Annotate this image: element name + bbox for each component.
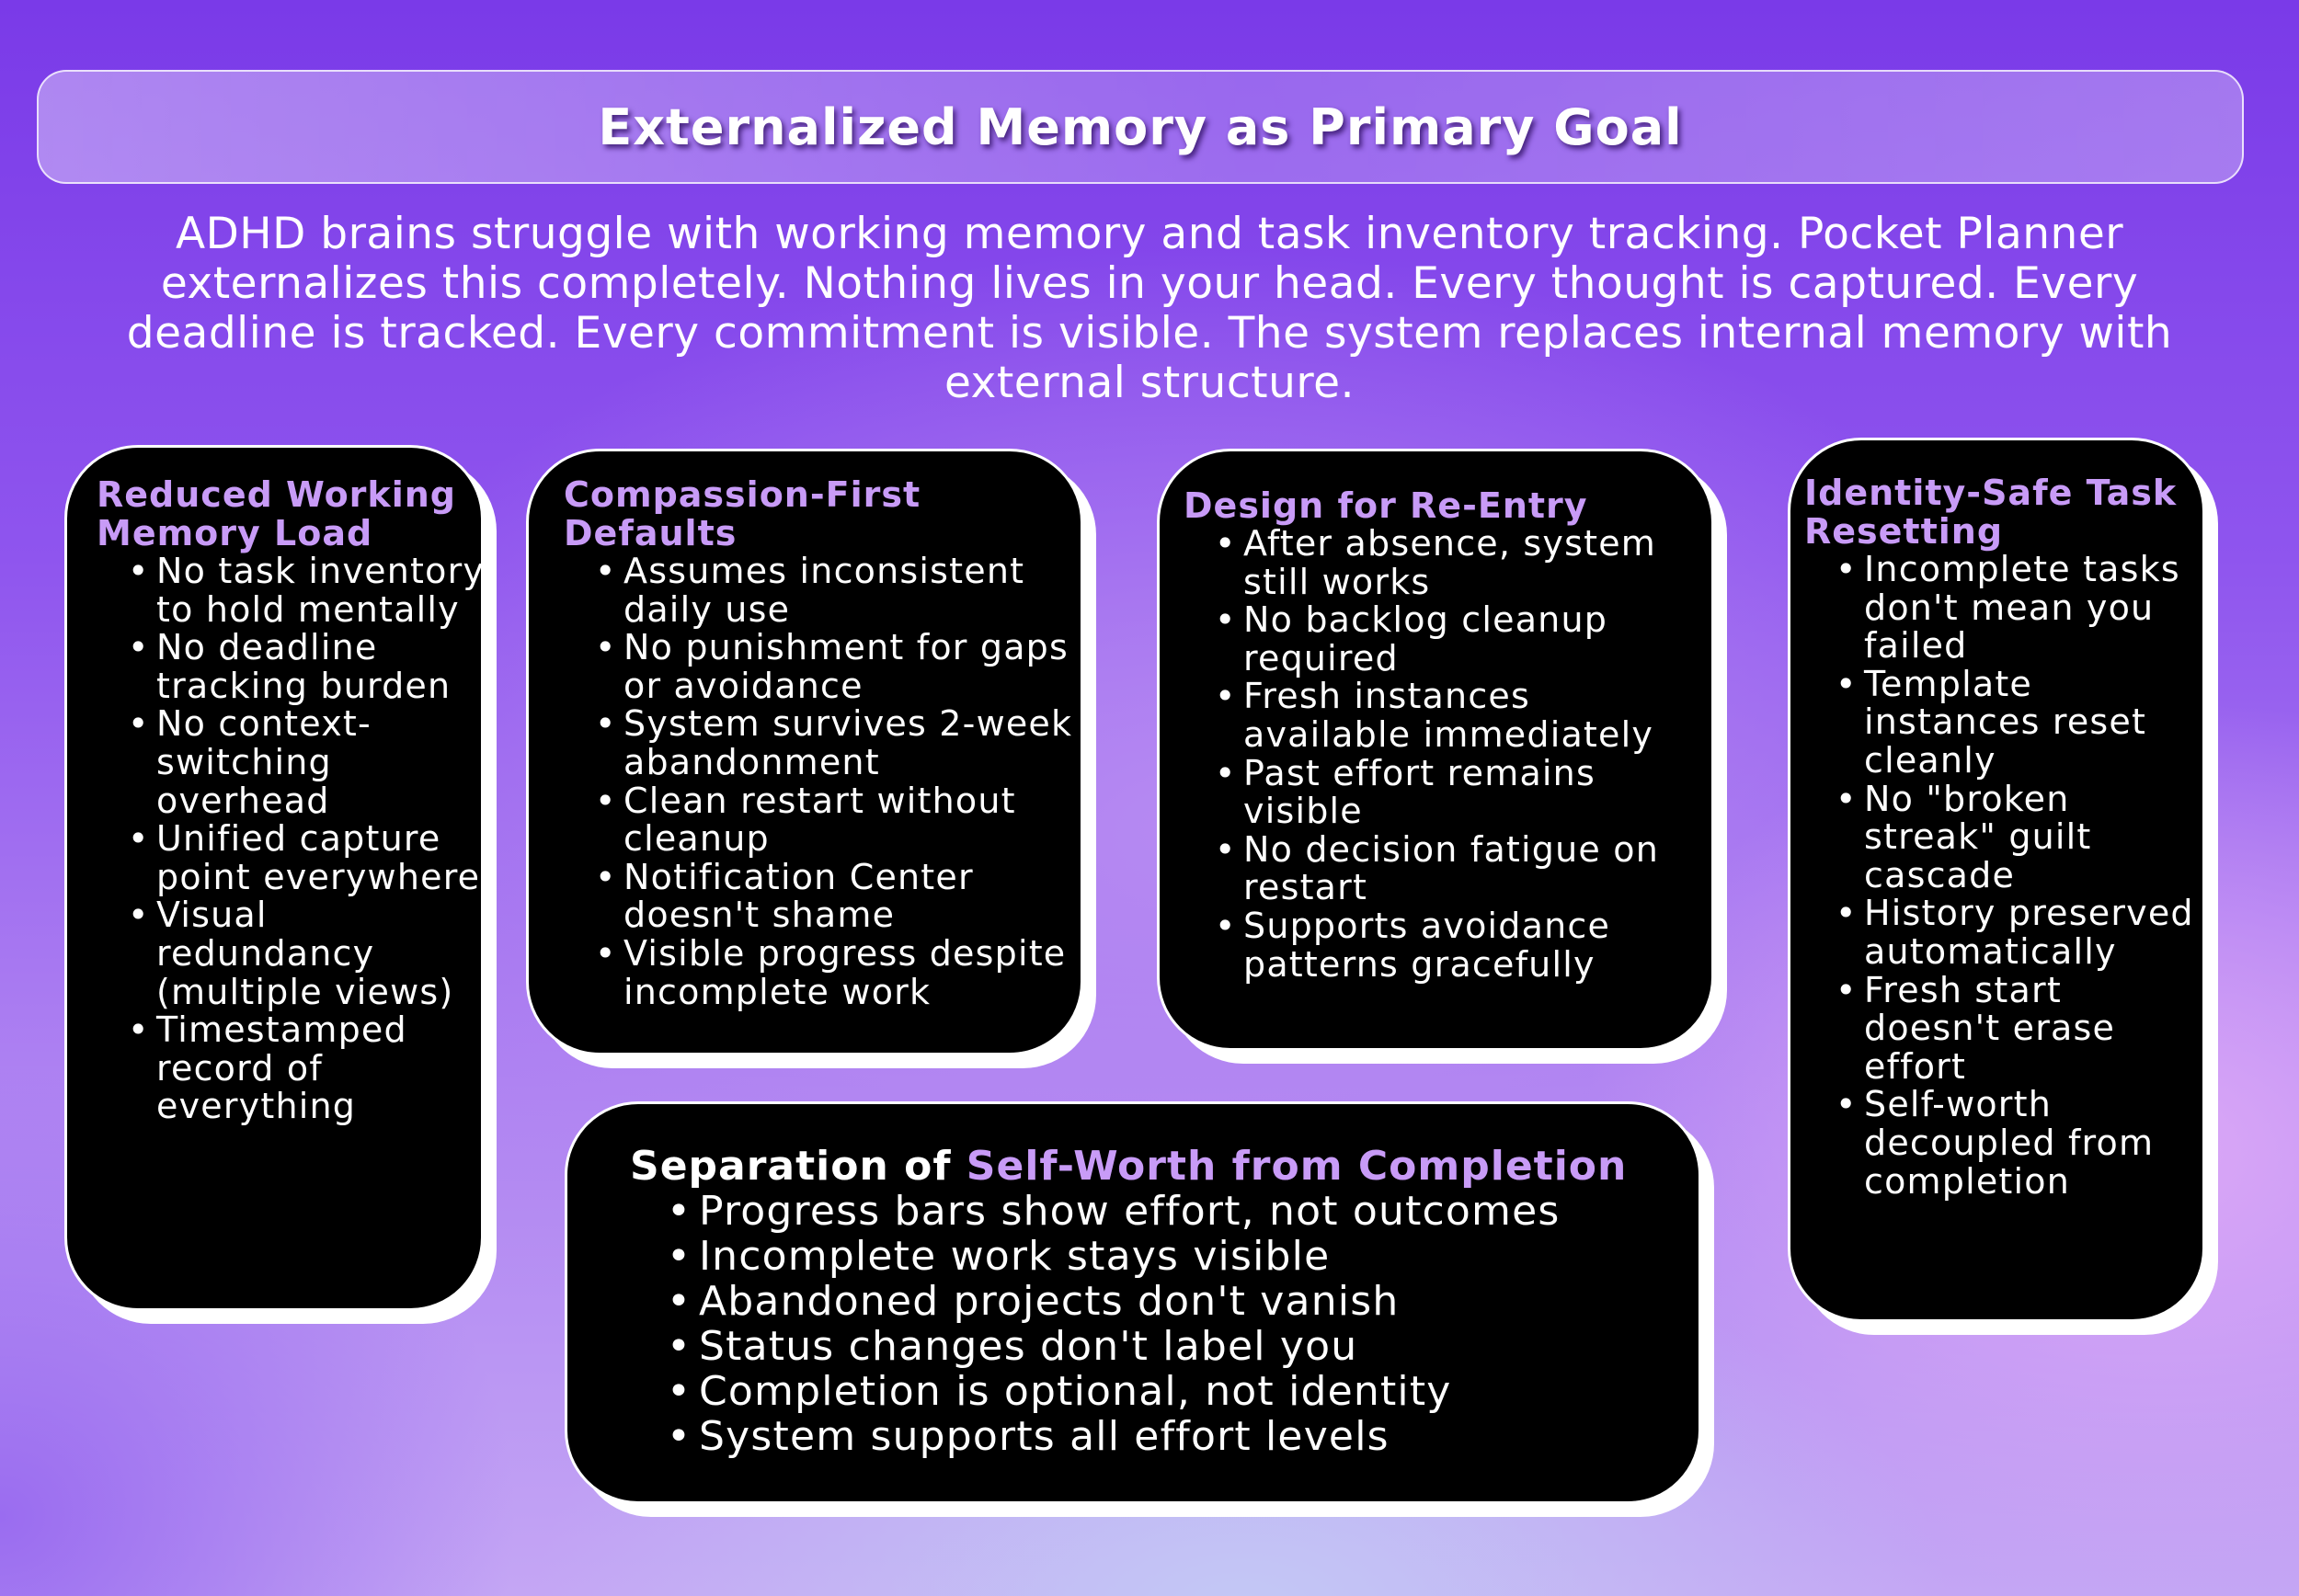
list-item: • Self-worth decoupled from completion (1804, 1086, 2200, 1201)
list-item: • No decision fatigue on restart (1184, 831, 1699, 907)
card-separation-of-self-worth (565, 1101, 1701, 1504)
list-item: • No "broken streak" guilt cascade (1804, 781, 2200, 895)
list-item: • No task inventory to hold mentally (97, 553, 492, 629)
card-body (565, 1101, 1701, 1504)
card-compassion-first-defaults (526, 449, 1083, 1055)
card-reduced-working-memory-load (64, 445, 484, 1311)
list-item: • Completion is optional, not identity (630, 1369, 1687, 1414)
card-heading: Compassion-First Defaults (564, 474, 921, 553)
list-item: • Incomplete work stays visible (630, 1234, 1687, 1279)
list-item: • Fresh start doesn't erase effort (1804, 972, 2200, 1087)
list-item: • Assumes inconsistent daily use (564, 553, 1079, 629)
list-item: • Status changes don't label you (630, 1324, 1687, 1369)
list-item: • No punishment for gaps or avoidance (564, 629, 1079, 705)
list-item: • System supports all effort levels (630, 1414, 1687, 1459)
page-title: Externalized Memory as Primary Goal (598, 97, 1683, 156)
card-body (526, 449, 1083, 1055)
list-item: • Template instances reset cleanly (1804, 666, 2200, 781)
card-body (1788, 438, 2205, 1322)
list-item: • Supports avoidance patterns gracefully (1184, 907, 1699, 984)
bullet-list (1184, 525, 1699, 984)
bullet-list (630, 1189, 1687, 1459)
list-item: • Fresh instances available immediately (1184, 678, 1699, 754)
card-body (1157, 449, 1714, 1051)
card-heading-accent: Self-Worth from Completion (966, 1143, 1628, 1190)
card-body (64, 445, 484, 1311)
list-item: • Clean restart without cleanup (564, 782, 1079, 859)
list-item: • Notification Center doesn't shame (564, 859, 1079, 935)
card-heading: Identity-Safe Task Resetting (1804, 473, 2178, 552)
list-item: • History preserved automatically (1804, 895, 2200, 971)
list-item: • Abandoned projects don't vanish (630, 1279, 1687, 1324)
list-item: • Visible progress despite incomplete work (564, 935, 1079, 1011)
list-item: • No context-switching overhead (97, 705, 492, 820)
card-identity-safe-task-resetting (1788, 438, 2205, 1322)
card-design-for-re-entry (1157, 449, 1714, 1051)
bullet-list (97, 553, 492, 1126)
list-item: • Progress bars show effort, not outcomes (630, 1189, 1687, 1234)
card-heading (630, 1145, 1687, 1189)
card-heading: Reduced Working Memory Load (97, 474, 456, 553)
card-heading: Design for Re-Entry (1184, 485, 1588, 526)
list-item: • Timestamped record of everything (97, 1011, 492, 1126)
card-heading-plain: Separation of (630, 1143, 966, 1190)
list-item: • Incomplete tasks don't mean you failed (1804, 551, 2200, 666)
list-item: • Unified capture point everywhere (97, 820, 492, 896)
list-item: • No backlog cleanup required (1184, 601, 1699, 678)
bullet-list (1804, 551, 2200, 1201)
intro-paragraph: ADHD brains struggle with working memory and task inventory tracking. Pocket Planner externalizes this completely. Nothing lives in your head. Every thought is captured. Every deadline is tracked. Every commitment is visible. The system replaces internal memory with external structure. (126, 209, 2173, 408)
list-item: • Visual redundancy (multiple views) (97, 896, 492, 1011)
bullet-list (564, 553, 1079, 1011)
list-item: • Past effort remains visible (1184, 755, 1699, 831)
list-item: • System survives 2-week abandonment (564, 705, 1079, 781)
list-item: • No deadline tracking burden (97, 629, 492, 705)
list-item: • After absence, system still works (1184, 525, 1699, 601)
title-banner (37, 70, 2244, 184)
